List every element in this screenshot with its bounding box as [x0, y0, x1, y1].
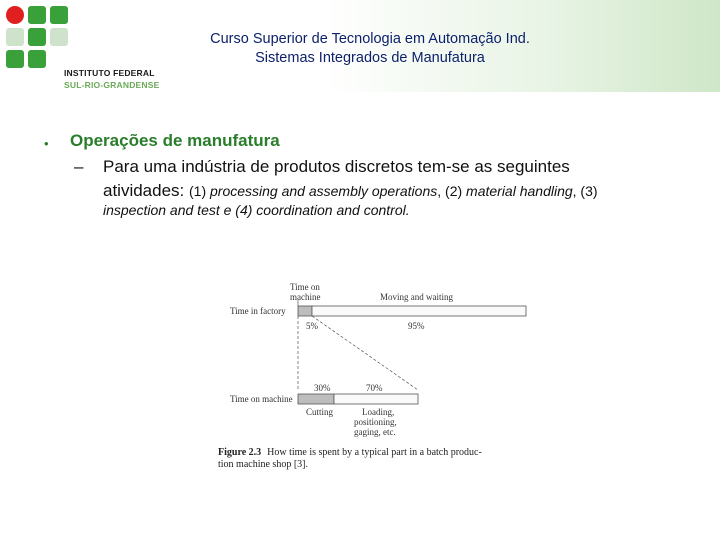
sub-bullet-line-1: Para uma indústria de produtos discretos tem-se as seguintes: [103, 157, 570, 176]
figure-caption-text: How time is spent by a typical part in a batch produc-: [267, 447, 482, 458]
connector-right: [312, 316, 418, 390]
label-loading: Loading,: [362, 407, 395, 417]
sub-bullet-line-2: [103, 181, 598, 201]
label-time-on-machine: Time on machine: [230, 394, 293, 404]
logo-text-instituto: INSTITUTO FEDERAL: [64, 68, 155, 78]
label-5-percent: 5%: [306, 321, 318, 331]
course-subtitle: Sistemas Integrados de Manufatura: [255, 50, 485, 66]
label-95-percent: 95%: [408, 321, 425, 331]
item-number-1: (1): [189, 183, 210, 199]
label-30-percent: 30%: [314, 383, 331, 393]
bullet-heading: Operações de manufatura: [70, 131, 280, 150]
logo-square: [28, 28, 46, 46]
institute-logo: [4, 4, 164, 90]
logo-square: [50, 6, 68, 24]
sub-bullet-line-3: inspection and test e (4) coordination and control.: [103, 202, 410, 218]
label-70-percent: 70%: [366, 383, 383, 393]
label-positioning: positioning,: [354, 417, 397, 427]
logo-square: [28, 50, 46, 68]
logo-square: [6, 28, 24, 46]
logo-square: [6, 50, 24, 68]
item-number-2: , (2): [437, 183, 467, 199]
bullet-marker: •: [44, 136, 49, 151]
sub-bullet-dash: –: [74, 157, 84, 176]
bar-machine-segment: [298, 306, 312, 316]
label-cutting: Cutting: [306, 407, 334, 417]
logo-text-region: SUL-RIO-GRANDENSE: [64, 80, 160, 90]
figure-caption-line-2: tion machine shop [3].: [218, 459, 308, 470]
activity-material-handling: material handling: [466, 183, 573, 199]
logo-square: [28, 6, 46, 24]
logo-square: [50, 28, 68, 46]
figure-caption-line-1: [218, 447, 482, 458]
bar-cutting-segment: [298, 394, 334, 404]
item-number-3: , (3): [572, 183, 598, 199]
bar-loading-segment: [334, 394, 418, 404]
logo-red-dot: [6, 6, 24, 24]
label-machine: machine: [290, 292, 321, 302]
label-moving-waiting: Moving and waiting: [380, 292, 453, 302]
time-spent-figure: [210, 278, 550, 478]
bar-factory-segment: [312, 306, 526, 316]
figure-caption-label: Figure 2.3: [218, 447, 262, 458]
activities-lead: atividades:: [103, 181, 189, 200]
activity-processing: processing and assembly operations: [210, 183, 438, 199]
label-gaging: gaging, etc.: [354, 427, 396, 437]
label-time-on: Time on: [290, 282, 320, 292]
course-title: Curso Superior de Tecnologia em Automação Ind.: [210, 31, 530, 47]
label-time-in-factory: Time in factory: [230, 306, 286, 316]
